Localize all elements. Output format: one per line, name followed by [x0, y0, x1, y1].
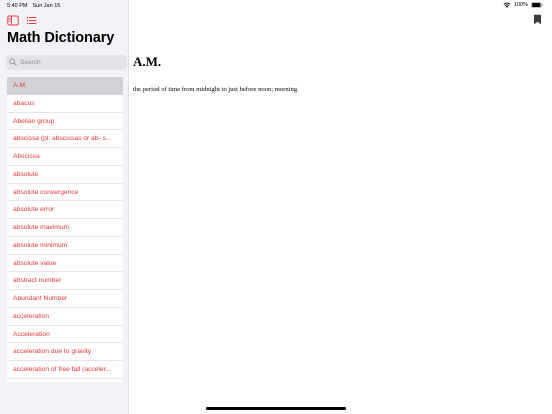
- search-bar[interactable]: [6, 55, 127, 70]
- list-item[interactable]: abacus: [7, 95, 123, 113]
- list-item[interactable]: absolute: [7, 166, 123, 184]
- app-title: Math Dictionary: [7, 30, 115, 46]
- list-item[interactable]: Abscissa: [7, 148, 123, 166]
- sidebar-toggle-icon[interactable]: [7, 15, 19, 26]
- detail-term: A.M.: [133, 54, 162, 69]
- status-left: [7, 3, 60, 9]
- list-item[interactable]: abstract number: [7, 272, 123, 290]
- status-time: 5:40 PM: [7, 3, 28, 9]
- detail-definition: the period of time from midnight to just before noon; morning.: [133, 86, 299, 93]
- list-item[interactable]: acceleration: [7, 308, 123, 326]
- battery-icon: [531, 2, 543, 8]
- list-item[interactable]: absolute error: [7, 201, 123, 219]
- list-item[interactable]: acceleration due to gravity: [7, 343, 123, 361]
- wifi-icon: [503, 2, 511, 8]
- list-item[interactable]: abscissa (pl: abscissas or ab- s...: [7, 130, 123, 148]
- list-icon[interactable]: [26, 15, 37, 26]
- word-list: [7, 77, 123, 382]
- status-date: Sun Jan 15: [32, 3, 61, 9]
- battery-percent: 100%: [513, 2, 528, 8]
- search-icon: [9, 58, 17, 66]
- sidebar: [0, 0, 129, 414]
- list-item[interactable]: Acceleration: [7, 326, 123, 344]
- list-item[interactable]: absolute maximum: [7, 219, 123, 237]
- search-input[interactable]: [20, 55, 120, 70]
- bookmark-icon[interactable]: [533, 14, 542, 25]
- list-item[interactable]: Abundant Number: [7, 290, 123, 308]
- status-right: [503, 2, 543, 8]
- list-item[interactable]: acceleration of free fall (acceler...: [7, 361, 123, 379]
- list-item[interactable]: absolute minimum: [7, 237, 123, 255]
- home-indicator[interactable]: [206, 407, 346, 410]
- list-item[interactable]: absolute value: [7, 255, 123, 273]
- list-item[interactable]: A.M.: [7, 77, 123, 95]
- list-item[interactable]: Abelian group: [7, 113, 123, 131]
- list-item[interactable]: absolute convergence: [7, 184, 123, 202]
- status-bar: [0, 0, 552, 12]
